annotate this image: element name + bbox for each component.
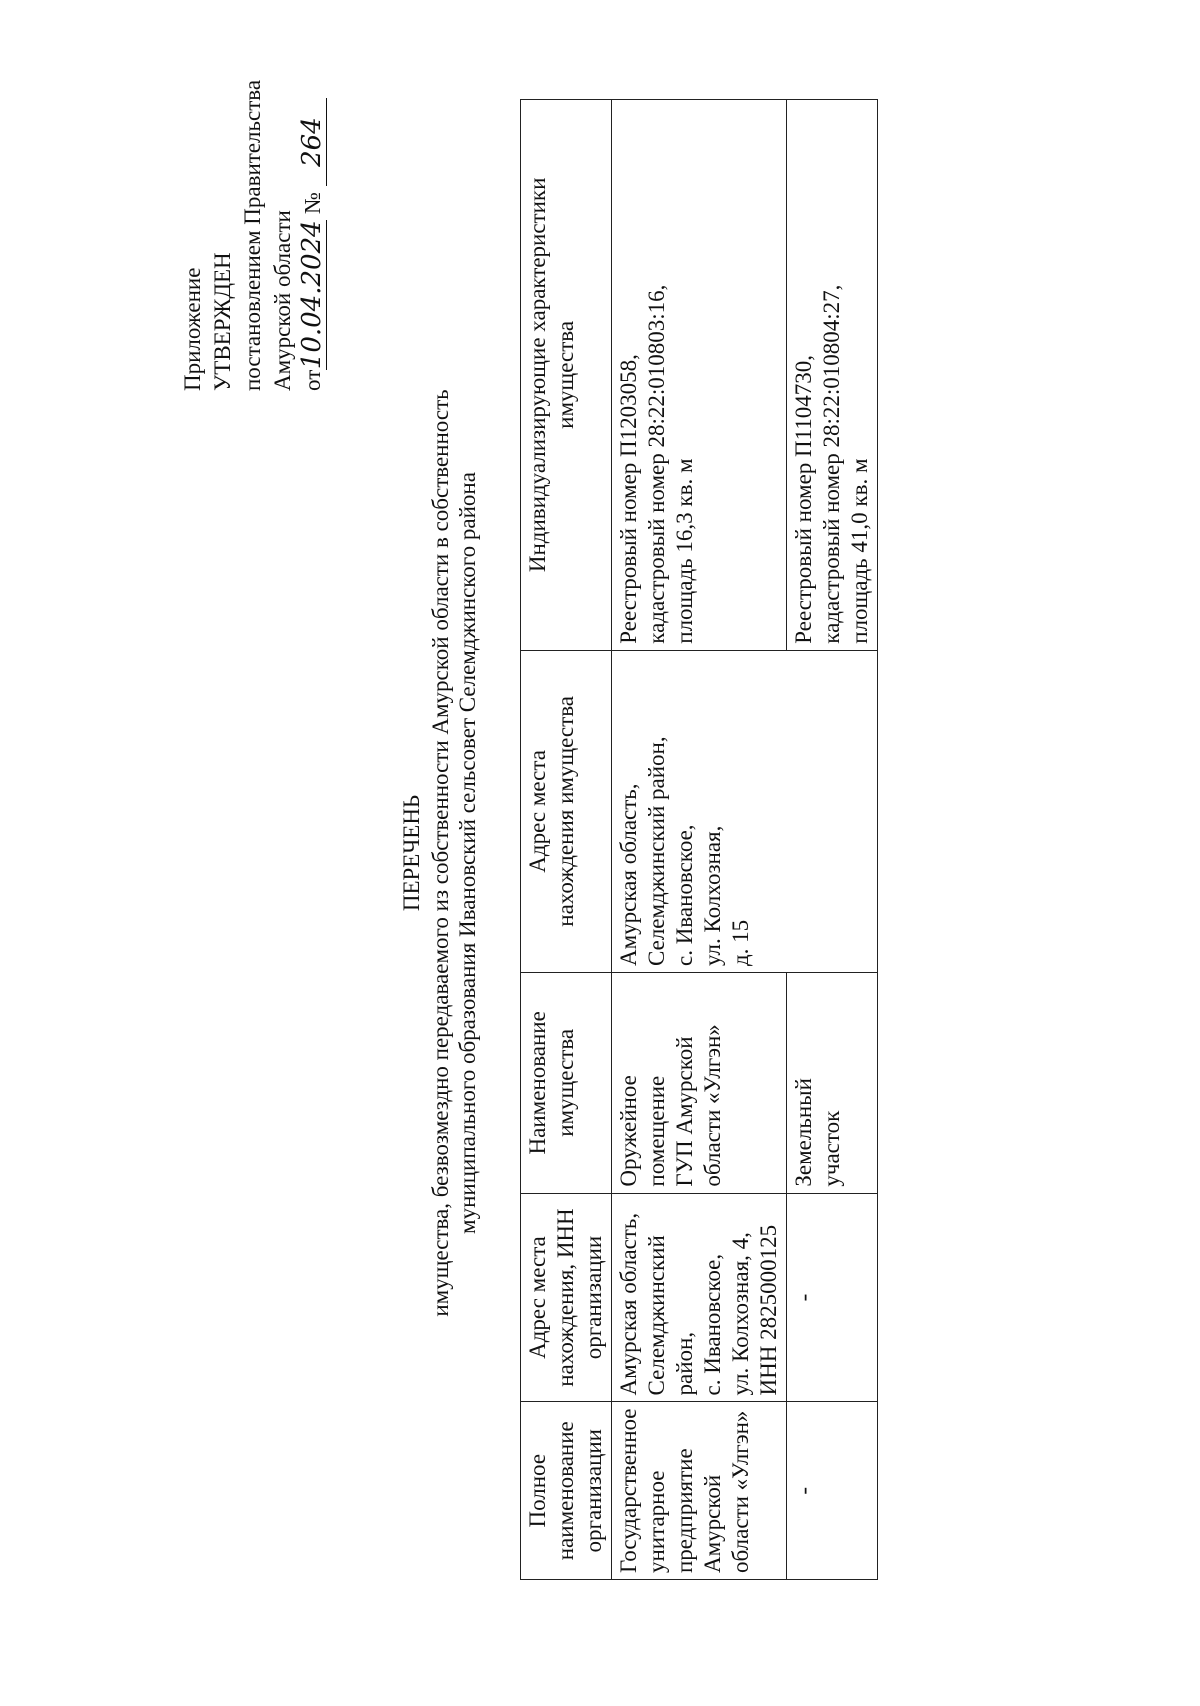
- cell-org-name: -: [787, 1402, 878, 1580]
- cell-org-address: -: [787, 1193, 878, 1402]
- cell-characteristics: Реестровый номер П1203058, кадастровый номер 28:22:010803:16, площадь 16,3 кв. м: [612, 100, 787, 651]
- cell-property-name: Земельный участок: [787, 973, 878, 1194]
- cell-org-address: Амурская область, Селемджинский район, с. Ивановское, ул. Колхозная, 4, ИНН 2825000125: [612, 1193, 787, 1402]
- resolution-label: постановлением Правительства: [240, 79, 265, 391]
- document-title: ПЕРЕЧЕНЬ: [399, 794, 424, 912]
- handwritten-number: 264: [298, 98, 327, 186]
- table-header-row: [521, 100, 612, 1580]
- region-label: Амурской области: [270, 210, 295, 391]
- cell-property-address: Амурская область, Селемджинский район, с. Ивановское, ул. Колхозная, д. 15: [612, 650, 878, 972]
- from-label: от: [300, 369, 325, 391]
- document-heading: [398, 0, 481, 1706]
- header-org-name: Полное наименование организации: [521, 1402, 612, 1580]
- header-property-address: Адрес места нахождения имущества: [521, 650, 612, 972]
- header-characteristics: Индивидуализирующие характеристики имущества: [521, 100, 612, 651]
- cell-characteristics: Реестровый номер П1104730, кадастровый номер 28:22:010804:27, площадь 41,0 кв. м: [787, 100, 878, 651]
- heading-line-1: имущества, безвозмездно передаваемого из собственности Амурской области в собственность: [428, 389, 453, 1317]
- number-label: №: [300, 192, 325, 214]
- cell-property-name: Оружейное помещение ГУП Амурской области «Улгэн»: [612, 973, 787, 1194]
- appendix-label: Приложение: [180, 267, 205, 391]
- header-property-name: Наименование имущества: [521, 973, 612, 1194]
- table-row: [612, 100, 787, 1580]
- handwritten-date: 10.04.2024: [297, 220, 327, 370]
- header-org-address: Адрес места нахождения, ИНН организации: [521, 1193, 612, 1402]
- cell-org-name: Государственное унитарное предприятие Амурской области «Улгэн»: [612, 1402, 787, 1580]
- approval-stamp: [178, 80, 328, 391]
- approved-label: УТВЕРЖДЕН: [210, 252, 235, 391]
- property-table: [520, 99, 878, 1580]
- approval-date-number: [298, 80, 328, 391]
- heading-line-2: муниципального образования Ивановский сельсовет Селемджинского района: [455, 472, 480, 1234]
